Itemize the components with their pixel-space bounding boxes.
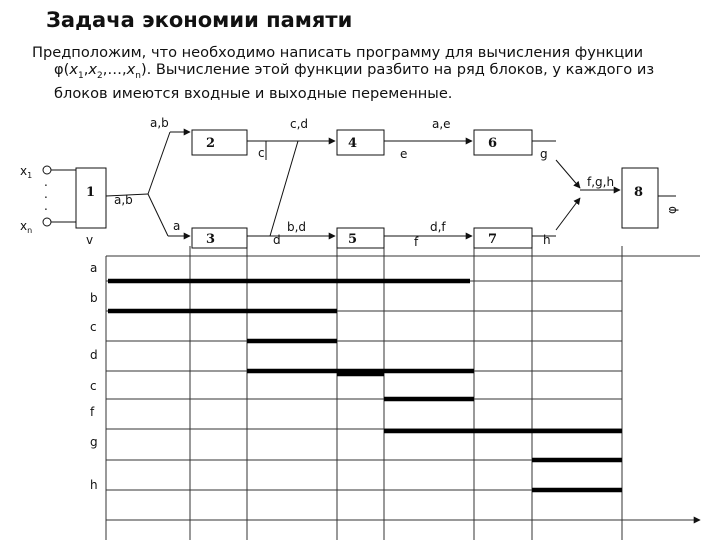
slide-title: Задача экономии памяти: [46, 8, 353, 32]
edge-h-to-b8: [556, 198, 580, 230]
intro-phi: φ(: [54, 61, 70, 78]
intro-x1-sub: 1: [77, 70, 84, 81]
edge-label-v: v: [86, 233, 94, 247]
intro-xn-sub: n: [135, 70, 141, 81]
edge-label-g: g: [540, 147, 548, 161]
intro-x2-sub: 2: [96, 70, 103, 81]
intro-after-args: ). Вычисление этой функции разбито на ряд блоков, у каждого из: [140, 61, 655, 78]
block-3-label: 3: [206, 232, 216, 247]
edge-label-e: e: [400, 147, 408, 161]
block-4: [337, 130, 384, 155]
block-6-label: 6: [488, 136, 498, 151]
edge-label-output: φ: [665, 206, 679, 214]
input-x1-port: [43, 166, 51, 174]
block-5-label: 5: [348, 232, 358, 247]
row-label-c2: c: [90, 379, 97, 393]
input-xn: $x_n$: [20, 219, 33, 235]
input-xn-port: [43, 218, 51, 226]
block-2-label: 2: [206, 136, 216, 151]
lifetime-bars: [108, 281, 622, 490]
input-dots-1: .: [44, 175, 48, 189]
block-7-label: 7: [488, 232, 498, 247]
intro-comma: ,: [83, 61, 89, 78]
block-2: [192, 130, 247, 155]
row-labels: [90, 261, 98, 492]
edge-label-b3-to-b5: b,d: [287, 220, 307, 234]
edge-g-to-b8: [556, 160, 580, 188]
row-label-g: g: [90, 435, 98, 449]
edge-label-f: f: [414, 235, 419, 249]
edge-label-to-b3: a: [173, 219, 181, 233]
row-label-d: d: [90, 348, 98, 362]
edge-label-b5-to-b7: d,f: [430, 220, 446, 234]
edge-label-b4-to-b6: a,e: [432, 117, 451, 131]
intro-ellipsis: ,…,: [102, 61, 127, 78]
row-label-a: a: [90, 261, 98, 275]
input-dots-3: .: [44, 199, 48, 213]
edge-to-b2-diag: [148, 132, 170, 194]
block-7: [474, 228, 532, 248]
row-label-c: c: [90, 320, 97, 334]
block-5: [337, 228, 384, 248]
blocks: [76, 130, 658, 248]
intro-xn: x: [126, 61, 136, 78]
row-label-h: h: [90, 478, 98, 492]
block-8-label: 8: [634, 185, 644, 200]
edge-label-b1-out: a,b: [114, 193, 133, 207]
edge-label-to-b2: a,b: [150, 116, 169, 130]
row-label-f: f: [90, 405, 95, 419]
edge-label-h: h: [543, 233, 551, 247]
edge-label-c: c: [258, 146, 265, 160]
input-x1: $x_1$: [20, 164, 33, 180]
block-6: [474, 130, 532, 155]
edge-to-b3-diag: [148, 194, 168, 236]
edge-label-to-b8: f,g,h: [587, 175, 615, 189]
edge-label-b2-to-b4: c,d: [290, 117, 309, 131]
block-3: [192, 228, 247, 248]
intro-line-3: блоков имеются входные и выходные переменные.: [54, 84, 453, 102]
input-dots-2: .: [44, 187, 48, 201]
edge-label-d: d: [273, 233, 281, 247]
block-4-label: 4: [348, 136, 358, 151]
intro-x2: x: [88, 61, 97, 78]
row-label-b: b: [90, 291, 98, 305]
intro-x1: x: [69, 61, 78, 78]
block-1-label: 1: [86, 185, 96, 200]
timeline-grid: [106, 246, 700, 540]
intro-line-1: Предположим, что необходимо написать программу для вычисления функции: [32, 44, 644, 61]
